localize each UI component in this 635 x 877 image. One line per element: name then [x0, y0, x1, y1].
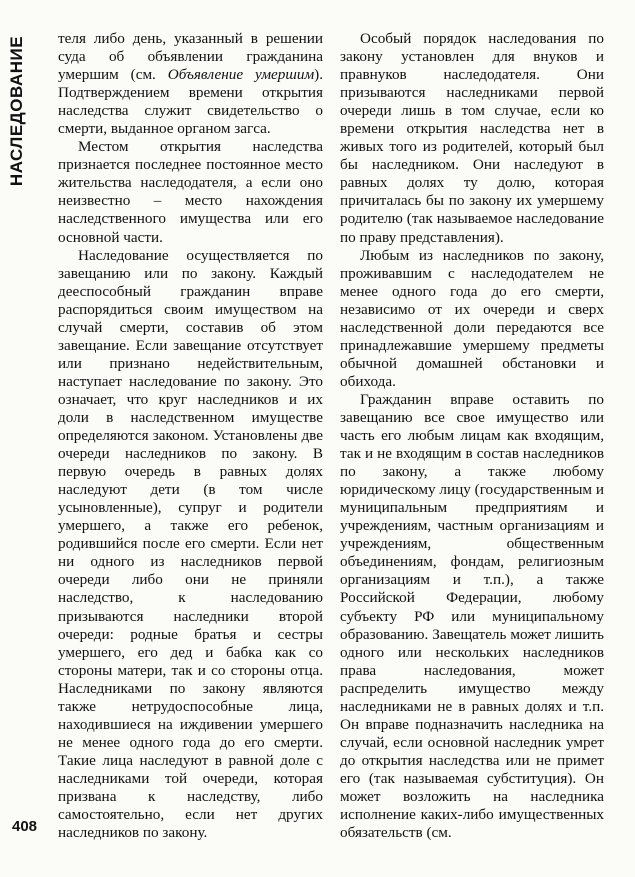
- paragraph-text: теля либо день, указанный в решении суда об объявлении гражданина умершим (см.: [58, 30, 323, 84]
- section-title-text: НАСЛЕДОВАНИЕ: [7, 35, 27, 187]
- paragraph-text: ). Подтверждением времени открытия наследства служит свидетельство о смерти, выданное органом загса.: [58, 66, 324, 138]
- paragraph: Наследование осуществляется по завещанию или по закону. Каждый дееспособный гражданин вправе распорядиться своим имуществом на случай смерти, составив об этом завещание. Если завещание отсутствует или признано недействительным, наступает наследование по закону. Это означает, что круг наследников и их доли в наследственном имуществе определяются законом. Установлены две очереди наследников по закону. В первую очередь в равных долях наследуют дети (в том числе усыновленные), супруг и родители умершего, а также его ребенок, родившийся после его смерти. Если нет ни одного из наследников первой очереди либо они не приняли наследство, к наследованию призываются наследники второй очереди: родные братья и сестры умершего, его дед и бабка как со стороны матери, так и со стороны отца. Наследниками по закону являются также нетрудоспособные лица, находившиеся на иждивении умершего не менее одного года до его смерти. Такие лица наследуют в равной доле с наследниками той очереди, которая призвана к наследству, либо самостоятельно, если нет других наследников по закону.: [58, 246, 323, 842]
- paragraph: Особый порядок наследования по закону установлен для внуков и правнуков наследодателя. Они призываются наследниками первой очереди лишь в том случае, если ко времени открытия наследства нет в живых того из родителей, который был бы наследником. Они наследуют в равных долях ту долю, которая причиталась бы по закону их умершему родителю (так называемое наследование по праву представления).: [340, 30, 604, 246]
- right-column: [340, 30, 604, 842]
- left-column: [58, 30, 323, 842]
- paragraph: [58, 30, 323, 138]
- paragraph: Любым из наследников по закону, проживавшим с наследодателем не менее одного года до его смерти, независимо от их очереди и сверх наследственной доли передаются все принадлежавшие умершему предметы обычной домашней обстановки и обихода.: [340, 246, 604, 390]
- paragraph: Гражданин вправе оставить по завещанию все свое имущество или часть его любым лицам как входящим, так и не входящим в состав наследников по закону, а также любому юридическому лицу (государственным и муниципальным предприятиям и учреждениям, частным организациям и учреждениям, общественным объединениям, фондам, религиозным организациям и т.п.), а также Российской Федерации, любому субъекту РФ или муниципальному образованию. Завещатель может лишить одного или нескольких наследников права наследования, может распределить имущество между наследниками не в равных долях и т.п. Он вправе подназначить наследника на случай, если основной наследник умрет до открытия наследства или не примет его (так называемая субституция). Он может возложить на наследника исполнение каких-либо имущественных обязательств (см.: [340, 390, 604, 842]
- cross-reference: Объявление умершим: [167, 66, 315, 84]
- paragraph: Местом открытия наследства признается последнее постоянное место жительства наследодателя, а если оно неизвестно – место нахождения наследственного имущества или его основной части.: [58, 138, 323, 246]
- page-number: 408: [12, 818, 38, 835]
- section-title: [4, 36, 30, 186]
